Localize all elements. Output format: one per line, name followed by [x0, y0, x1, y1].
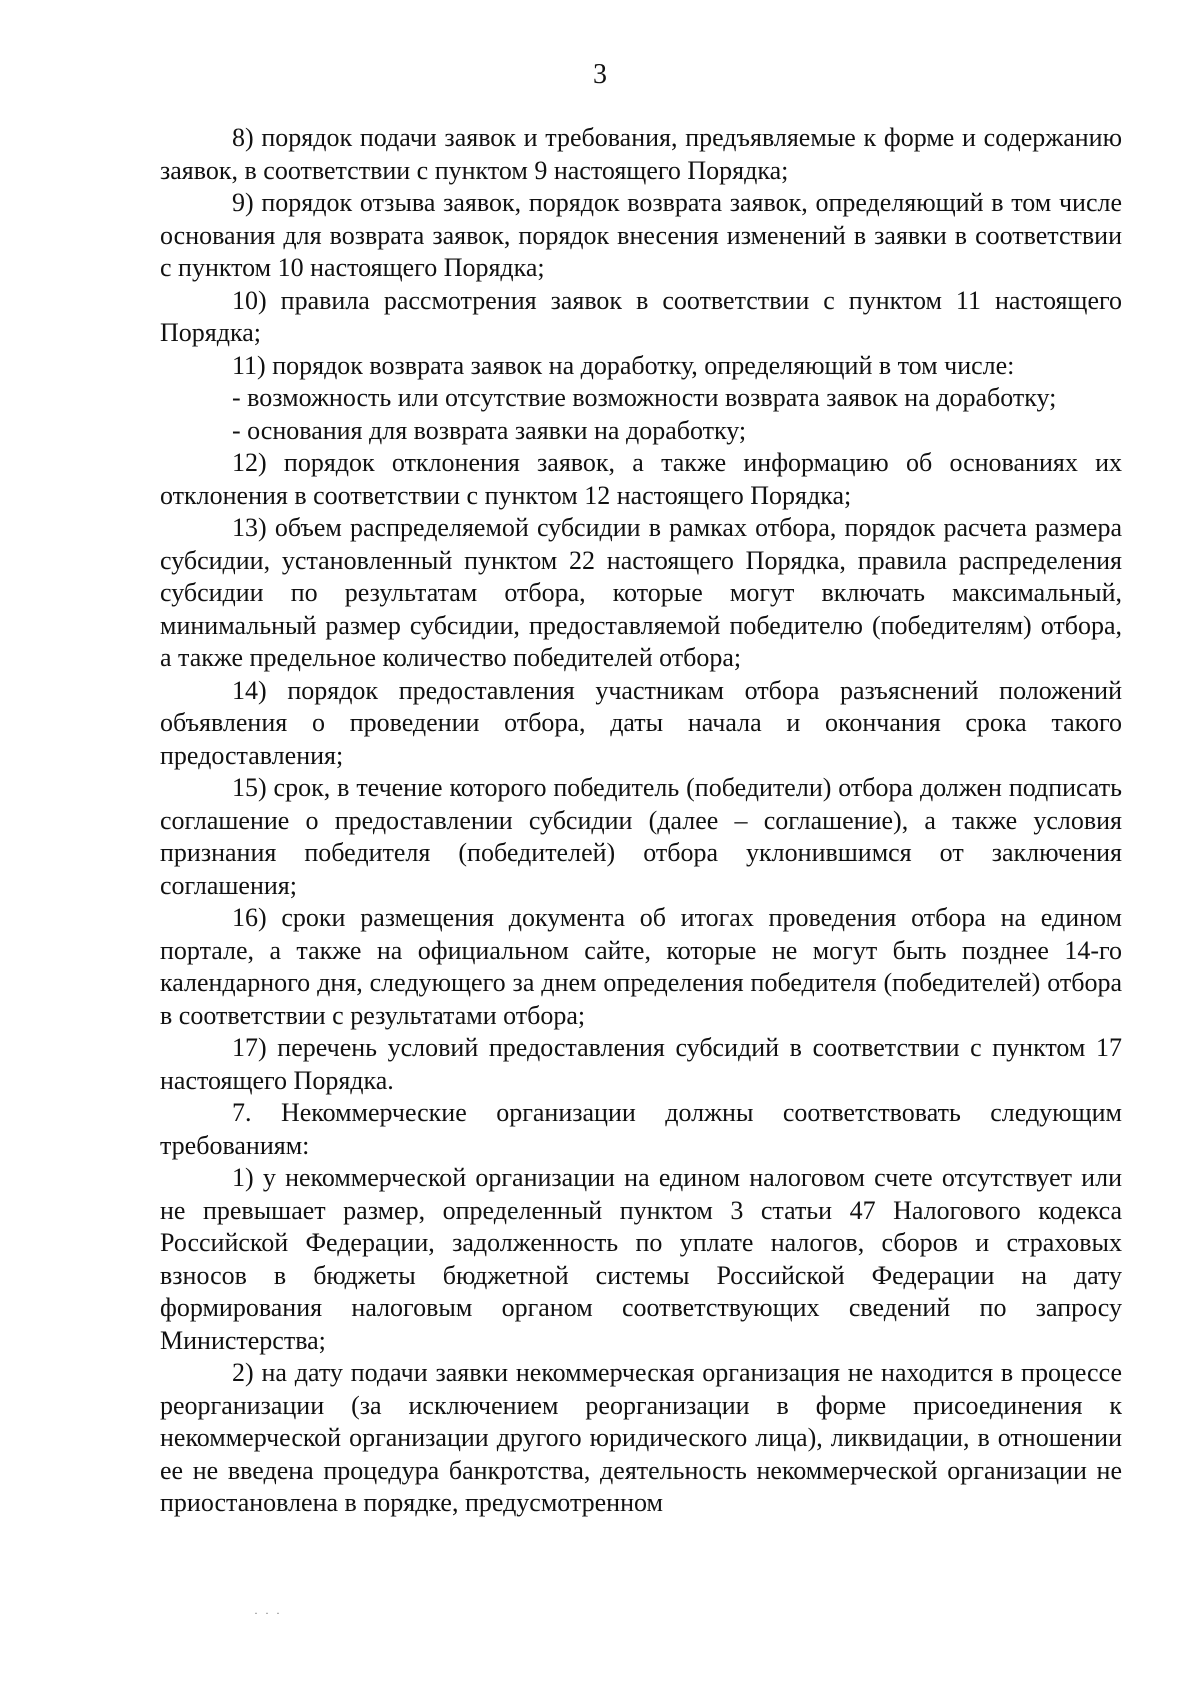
paragraph-requirement-1: 1) у некоммерческой организации на едином налоговом счете отсутствует или не превышает размер, определенный пунктом 3 статьи 47 Налогового кодекса Российской Федерации, задолженность по уплате налогов, сборов и страховых взносов в бюджеты бюджетной системы Российской Федерации на дату формирования налоговым органом соответствующих сведений по запросу Министерства; [160, 1163, 1122, 1355]
paragraph-dash-possibility: - возможность или отсутствие возможности возврата заявок на доработку; [232, 383, 1057, 412]
paragraph-dash-grounds: - основания для возврата заявки на доработку; [232, 415, 747, 445]
scan-artifact-mark: · · · [254, 1606, 282, 1620]
paragraph-requirement-2: 2) на дату подачи заявки некоммерческая организация не находится в процессе реорганизации (за исключением реорганизации в форме присоединения к некоммерческой организации другого юридического лица), ликвидации, в отношении ее не введена процедура банкротства, деятельность некоммерческой организации не приостановлена в порядке, предусмотренном [160, 1358, 1122, 1517]
paragraph-section-7: 7. Некоммерческие организации должны соответствовать следующим требованиям: [160, 1098, 1122, 1160]
paragraph-item-14: 14) порядок предоставления участникам отбора разъяснений положений объявления о проведении отбора, даты начала и окончания срока такого предоставления; [160, 675, 1122, 770]
paragraph-item-15: 15) срок, в течение которого победитель (победители) отбора должен подписать соглашение о предоставлении субсидии (далее – соглашение), а также условия признания победителя (победителей) отбора уклонившимся от заключения соглашения; [160, 773, 1122, 900]
paragraph-item-17: 17) перечень условий предоставления субсидий в соответствии с пунктом 17 настоящего Порядка. [160, 1033, 1122, 1095]
paragraph-item-8: 8) порядок подачи заявок и требования, предъявляемые к форме и содержанию заявок, в соответствии с пунктом 9 настоящего Порядка; [160, 123, 1122, 185]
paragraph-item-11: 11) порядок возврата заявок на доработку, определяющий в том числе: [232, 350, 1015, 380]
paragraph-item-16: 16) сроки размещения документа об итогах проведения отбора на едином портале, а также на официальном сайте, которые не могут быть позднее 14-го календарного дня, следующего за днем определения победителя (победителей) отбора в соответствии с результатами отбора; [160, 903, 1122, 1030]
page-number: 3 [593, 59, 607, 90]
document-body [160, 122, 1122, 1520]
paragraph-item-9: 9) порядок отзыва заявок, порядок возврата заявок, определяющий в том числе основания для возврата заявок, порядок внесения изменений в заявки в соответствии с пунктом 10 настоящего Порядка; [160, 188, 1122, 282]
paragraph-item-10: 10) правила рассмотрения заявок в соответствии с пунктом 11 настоящего Порядка; [160, 285, 1122, 347]
paragraph-item-12: 12) порядок отклонения заявок, а также информацию об основаниях их отклонения в соответствии с пунктом 12 настоящего Порядка; [160, 448, 1122, 510]
paragraph-item-13: 13) объем распределяемой субсидии в рамках отбора, порядок расчета размера субсидии, установленный пунктом 22 настоящего Порядка, правила распределения субсидии по результатам отбора, которые могут включать максимальный, минимальный размер субсидии, предоставляемой победителю (победителям) отбора, а также предельное количество победителей отбора; [160, 513, 1122, 672]
